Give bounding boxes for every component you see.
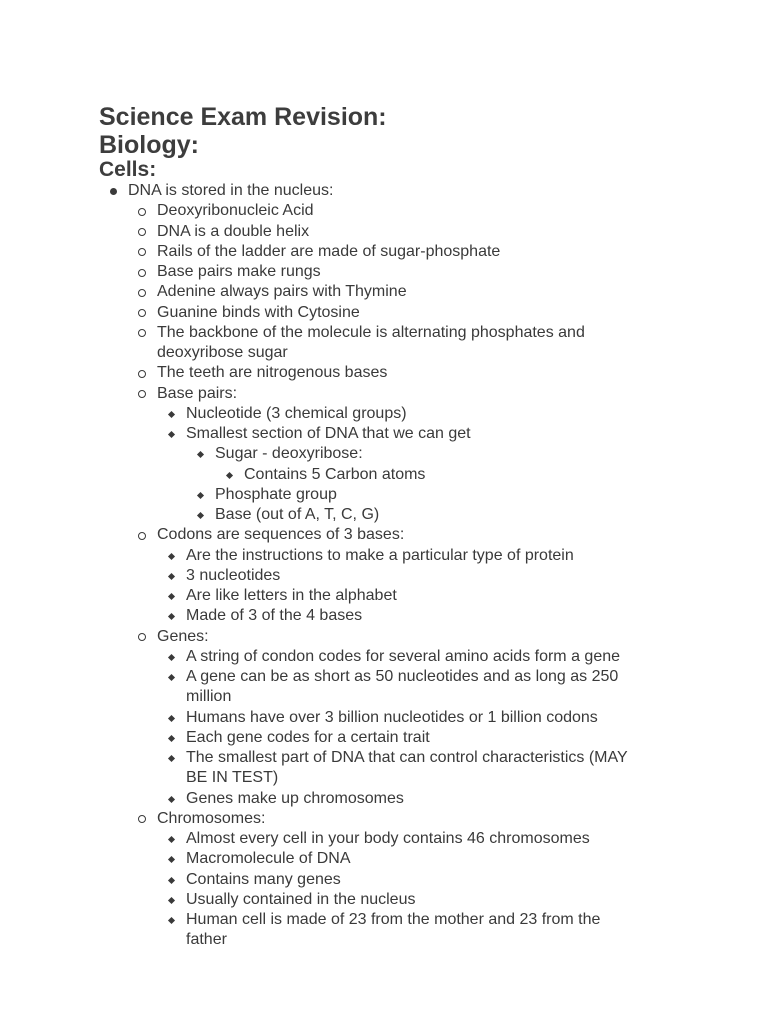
bullet-text: Smallest section of DNA that we can get <box>186 425 471 442</box>
circle-bullet-icon <box>138 390 146 398</box>
bullet-item-level-3 <box>0 829 768 849</box>
circle-bullet-icon <box>138 815 146 823</box>
diamond-bullet-icon <box>197 451 204 458</box>
circle-bullet-icon <box>138 289 146 297</box>
bullet-item-level-3 <box>0 890 768 910</box>
bullet-text: Nucleotide (3 chemical groups) <box>186 404 407 422</box>
diamond-bullet-icon <box>168 755 175 762</box>
bullet-item-level-3 <box>0 647 768 667</box>
bullet-item-level-2 <box>0 201 768 221</box>
bullet-text: father <box>186 931 227 949</box>
circle-bullet-icon <box>138 532 146 540</box>
circle-bullet-icon <box>138 309 146 317</box>
bullet-text: Almost every cell in your body contains 46 chromosomes <box>186 830 590 847</box>
bullet-continuation-line <box>0 768 768 788</box>
document-title: Science Exam Revision: <box>99 103 387 131</box>
bullet-text: The teeth are nitrogenous bases <box>157 364 388 382</box>
bullet-item-level-2 <box>0 525 768 545</box>
diamond-bullet-icon <box>197 492 204 499</box>
notes-outline <box>0 181 768 951</box>
diamond-bullet-icon <box>197 512 204 519</box>
bullet-item-level-2 <box>0 323 768 343</box>
subject-heading: Biology: <box>99 131 199 159</box>
bullet-item-level-2 <box>0 384 768 404</box>
bullet-text: The smallest part of DNA that can control characteristics (MAY <box>186 749 628 766</box>
bullet-item-level-3 <box>0 424 768 444</box>
bullet-text: Human cell is made of 23 from the mother and 23 from the <box>186 911 601 928</box>
bullet-text: Codons are sequences of 3 bases: <box>157 526 405 544</box>
bullet-text: DNA is stored in the nucleus: <box>128 182 334 199</box>
bullet-text: 3 nucleotides <box>186 566 281 584</box>
diamond-bullet-icon <box>168 714 175 721</box>
bullet-text: Macromolecule of DNA <box>186 850 351 868</box>
bullet-text: Contains many genes <box>186 870 341 888</box>
bullet-item-level-2 <box>0 363 768 383</box>
bullet-item-level-4 <box>0 444 768 464</box>
bullet-continuation-line <box>0 930 768 950</box>
bullet-text: Are like letters in the alphabet <box>186 587 397 604</box>
bullet-text: Adenine always pairs with Thymine <box>157 283 407 301</box>
bullet-item-level-3 <box>0 870 768 890</box>
bullet-text: Deoxyribonucleic Acid <box>157 202 314 220</box>
bullet-item-level-5 <box>0 465 768 485</box>
diamond-bullet-icon <box>168 735 175 742</box>
bullet-item-level-3 <box>0 910 768 930</box>
diamond-bullet-icon <box>168 552 175 559</box>
bullet-continuation-line <box>0 687 768 707</box>
bullet-text: Base (out of A, T, C, G) <box>215 506 380 523</box>
diamond-bullet-icon <box>168 836 175 843</box>
bullet-text: Made of 3 of the 4 bases <box>186 607 363 625</box>
diamond-bullet-icon <box>168 795 175 802</box>
bullet-text: Are the instructions to make a particular type of protein <box>186 546 574 564</box>
section-heading: Cells: <box>99 158 157 181</box>
bullet-text: The backbone of the molecule is alternating phosphates and <box>157 323 585 341</box>
disc-bullet-icon <box>110 188 117 195</box>
bullet-text: Base pairs: <box>157 384 238 402</box>
diamond-bullet-icon <box>168 593 175 600</box>
bullet-item-level-2 <box>0 627 768 647</box>
bullet-text: Rails of the ladder are made of sugar-phosphate <box>157 242 501 260</box>
diamond-bullet-icon <box>168 654 175 661</box>
diamond-bullet-icon <box>168 411 175 418</box>
bullet-text: DNA is a double helix <box>157 222 310 240</box>
bullet-text: Base pairs make rungs <box>157 263 321 280</box>
diamond-bullet-icon <box>168 856 175 863</box>
diamond-bullet-icon <box>168 573 175 580</box>
bullet-text: Chromosomes: <box>157 809 266 827</box>
bullet-text: A gene can be as short as 50 nucleotides and as long as 250 <box>186 668 619 685</box>
bullet-item-level-2 <box>0 809 768 829</box>
bullet-item-level-4 <box>0 505 768 525</box>
bullet-item-level-3 <box>0 728 768 748</box>
bullet-text: Usually contained in the nucleus <box>186 890 416 908</box>
bullet-item-level-3 <box>0 667 768 687</box>
bullet-text: Genes make up chromosomes <box>186 789 404 807</box>
diamond-bullet-icon <box>168 876 175 883</box>
bullet-text: Humans have over 3 billion nucleotides or 1 billion codons <box>186 708 598 726</box>
diamond-bullet-icon <box>168 917 175 924</box>
bullet-text: million <box>186 688 232 706</box>
diamond-bullet-icon <box>168 897 175 904</box>
diamond-bullet-icon <box>168 431 175 438</box>
circle-bullet-icon <box>138 269 146 277</box>
bullet-item-level-2 <box>0 262 768 282</box>
bullet-text: Genes: <box>157 627 209 645</box>
bullet-text: Phosphate group <box>215 485 337 503</box>
bullet-item-level-3 <box>0 546 768 566</box>
bullet-item-level-2 <box>0 222 768 242</box>
diamond-bullet-icon <box>168 674 175 681</box>
bullet-text: Sugar - deoxyribose: <box>215 445 363 463</box>
bullet-item-level-2 <box>0 303 768 323</box>
bullet-item-level-3 <box>0 606 768 626</box>
bullet-item-level-4 <box>0 485 768 505</box>
bullet-item-level-2 <box>0 242 768 262</box>
bullet-text: A string of condon codes for several amino acids form a gene <box>186 647 621 665</box>
bullet-item-level-3 <box>0 789 768 809</box>
circle-bullet-icon <box>138 208 146 216</box>
diamond-bullet-icon <box>226 471 233 478</box>
bullet-item-level-3 <box>0 566 768 586</box>
circle-bullet-icon <box>138 370 146 378</box>
bullet-item-level-3 <box>0 708 768 728</box>
circle-bullet-icon <box>138 633 146 641</box>
bullet-item-level-3 <box>0 748 768 768</box>
bullet-item-level-3 <box>0 404 768 424</box>
bullet-text: Each gene codes for a certain trait <box>186 728 430 746</box>
bullet-text: deoxyribose sugar <box>157 344 288 361</box>
bullet-continuation-line <box>0 343 768 363</box>
bullet-item-level-1 <box>0 181 768 201</box>
bullet-item-level-3 <box>0 586 768 606</box>
bullet-text: Contains 5 Carbon atoms <box>244 465 426 483</box>
diamond-bullet-icon <box>168 613 175 620</box>
circle-bullet-icon <box>138 248 146 256</box>
bullet-item-level-2 <box>0 282 768 302</box>
bullet-item-level-3 <box>0 849 768 869</box>
bullet-text: BE IN TEST) <box>186 769 279 787</box>
circle-bullet-icon <box>138 329 146 337</box>
circle-bullet-icon <box>138 228 146 236</box>
bullet-text: Guanine binds with Cytosine <box>157 303 360 321</box>
